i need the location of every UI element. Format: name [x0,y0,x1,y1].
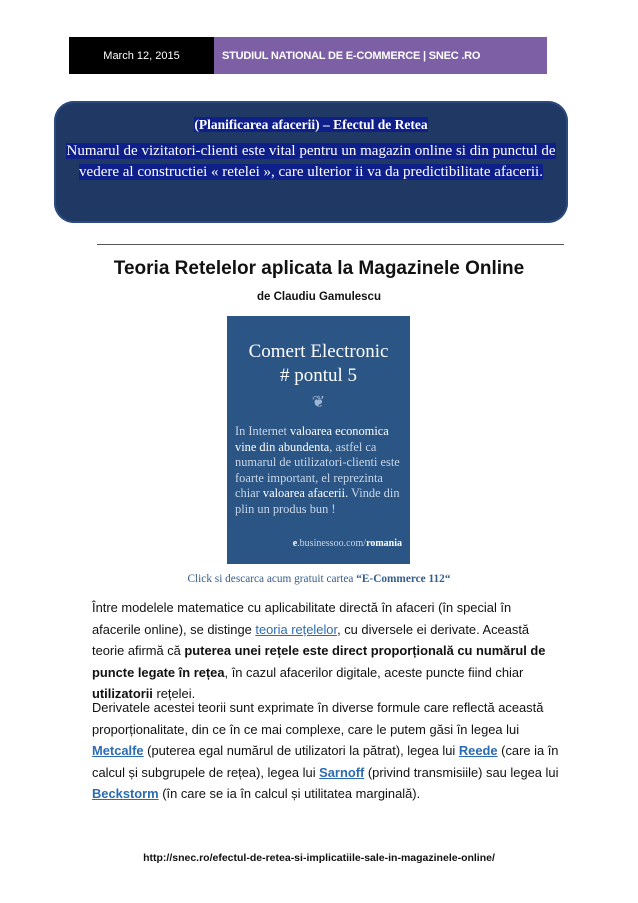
article-author: de Claudiu Gamulescu [257,291,381,303]
link-sarnoff[interactable]: Sarnoff [319,764,365,780]
link-beckstorm[interactable]: Beckstorm [92,786,159,801]
ornament-icon: ❦ [311,394,326,411]
callout-box [54,101,568,223]
paragraph-1: Între modelele matematice cu aplicabilitate directă în afaceri (în special în afacerile online), se distinge teoria rețelelor, cu diversele ei derivate. Această teorie afirmă că puterea unei rețele este direct proporțională cu numărul de puncte legate în rețea, în cazul afacerilor digitale, aceste puncte fiind chiar utilizatorii rețelei. [92,600,546,701]
header-title: STUDIUL NATIONAL DE E-COMMERCE | SNEC .RO [214,37,547,74]
book-caption[interactable]: Click si descarca acum gratuit cartea “E-Commerce 112“ [187,573,451,585]
paragraph-2: Derivatele acestei teorii sunt exprimate în diverse formule care reflectă această proporționalitate, din ce în ce mai complexe, care le putem găsi în legea lui Metcalfe (puterea egal numărul de utilizatori la pătrat), legea lui Reede (care ia în calcul și subgrupele de rețea), legea lui Sarnoff (privind transmisiile) sau legea lui Beckstorm (în care se ia în calcul și utilitatea marginală). [92,700,559,801]
callout-title: (Planificarea afacerii) – Efectul de Retea [194,117,428,132]
book-cover-image[interactable] [227,316,410,564]
callout-text: Numarul de vizitatori-clienti este vital pentru un magazin online si din punctul de vedere al constructiei « retelei », care ulterior ii va da predictibilitate afacerii. [66,143,556,180]
link-teoria-retelelor[interactable]: teoria rețelelor [255,621,338,637]
link-reede[interactable]: Reede [458,743,498,758]
footer-url[interactable]: http://snec.ro/efectul-de-retea-si-implicatiile-sale-in-magazinele-online/ [143,852,495,864]
cover-title: Comert Electronic # pontul 5 [248,341,389,386]
cover-url: e.businessoo.com/romania [292,538,402,549]
header-date: March 12, 2015 [69,37,214,74]
divider [97,244,564,245]
cover-text: In Internet valoarea economica vine din abundenta, astfel ca numarul de utilizatori-clienti este foarte important, el reprezinta chiar valoarea afacerii. Vinde din plin un produs bun ! [235,424,400,516]
article-title: Teoria Retelelor aplicata la Magazinele Online [113,258,525,279]
link-metcalfe[interactable]: Metcalfe [92,743,144,758]
